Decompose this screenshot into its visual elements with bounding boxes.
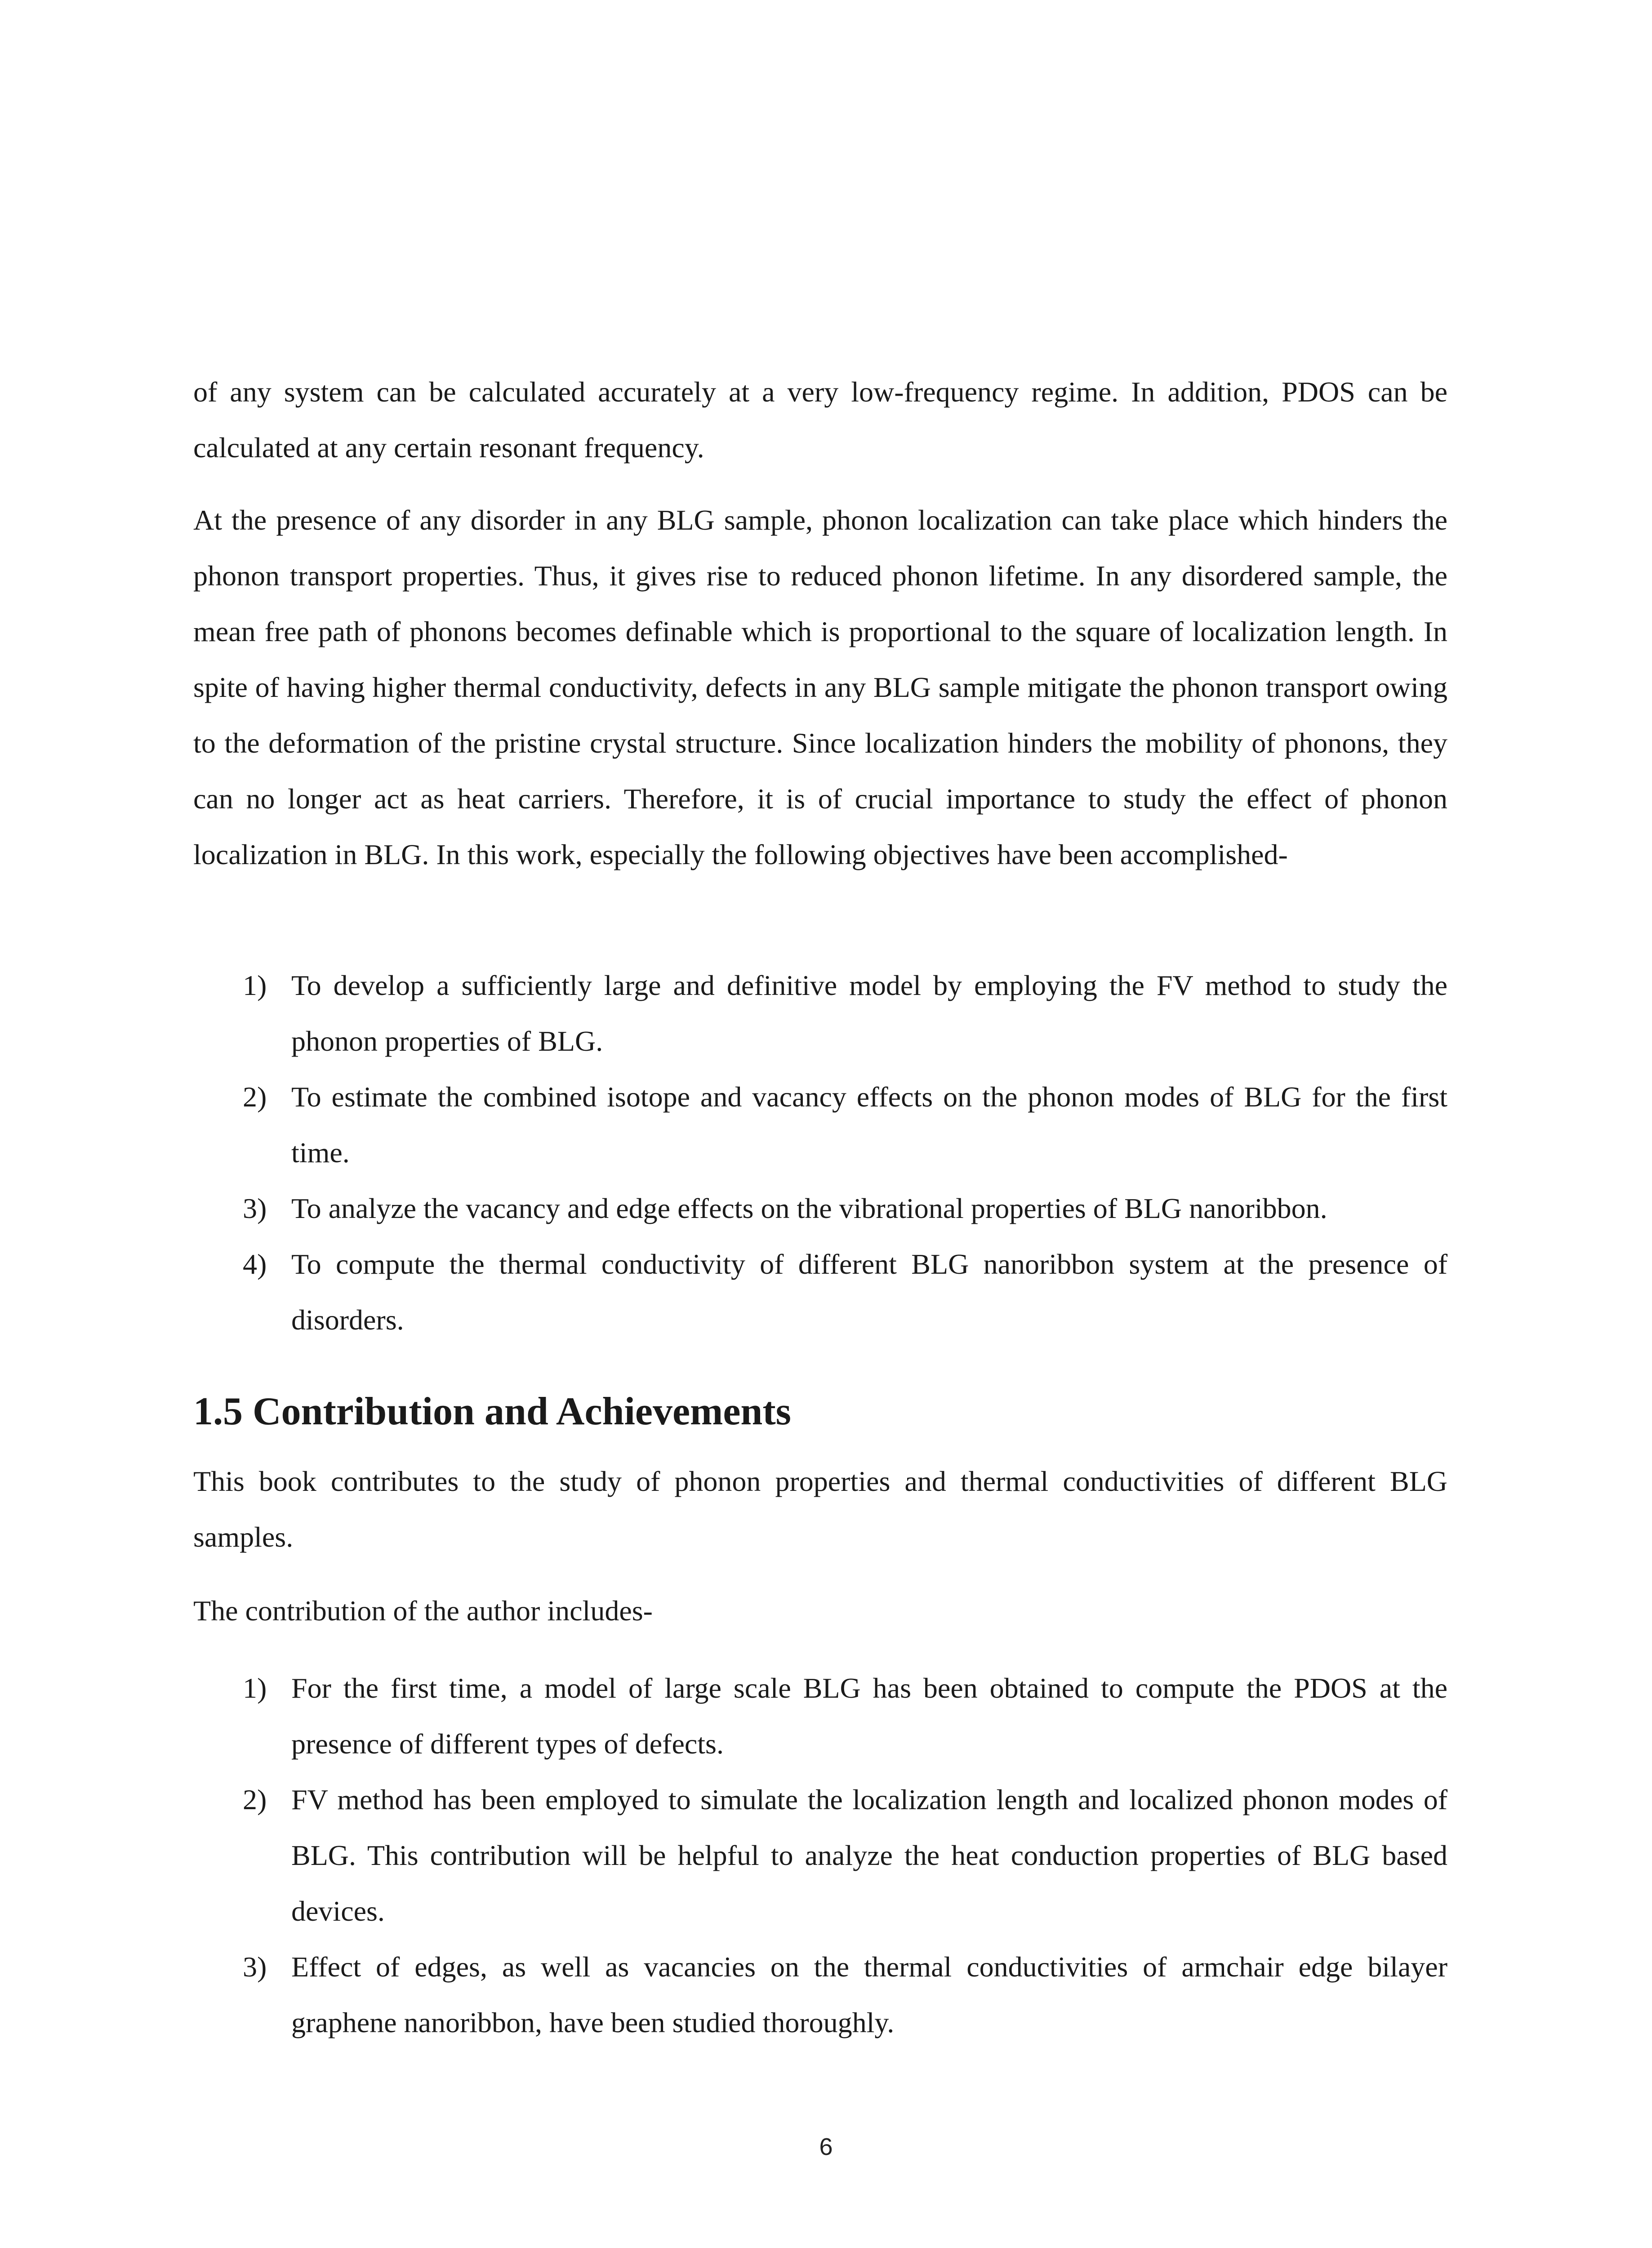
list-item-text: FV method has been employed to simulate the localization length and localized phonon modes of BLG. This contribution will be helpful to analyze the heat conduction properties of BLG based devices. bbox=[291, 1784, 1447, 1927]
list-number: 2) bbox=[243, 1784, 267, 1815]
objective-item bbox=[193, 1181, 1447, 1236]
list-item-text: For the first time, a model of large scale BLG has been obtained to compute the PDOS at the presence of different types of defects. bbox=[291, 1672, 1447, 1760]
objective-item bbox=[193, 1069, 1447, 1181]
objective-item bbox=[193, 958, 1447, 1069]
intro-paragraph: of any system can be calculated accurately at a very low-frequency regime. In addition, PDOS can be calculated at any certain resonant frequency. bbox=[193, 376, 1447, 464]
objective-item bbox=[193, 1236, 1447, 1348]
contribution-item bbox=[193, 1939, 1447, 2051]
list-number: 3) bbox=[243, 1951, 267, 1983]
page-number: 6 bbox=[819, 2133, 833, 2160]
contribution-item bbox=[193, 1660, 1447, 1772]
list-item-text: To estimate the combined isotope and vacancy effects on the phonon modes of BLG for the first time. bbox=[291, 1081, 1447, 1169]
list-item-text: To analyze the vacancy and edge effects on the vibrational properties of BLG nanoribbon. bbox=[291, 1192, 1327, 1224]
objectives-list bbox=[193, 958, 1447, 1348]
list-item-text: To develop a sufficiently large and definitive model by employing the FV method to study the phonon properties of BLG. bbox=[291, 969, 1447, 1057]
section-heading: 1.5 Contribution and Achievements bbox=[193, 1390, 791, 1433]
disorder-paragraph: At the presence of any disorder in any BLG sample, phonon localization can take place which hinders the phonon transport properties. Thus, it gives rise to reduced phonon lifetime. In any disordered sample, the mean free path of phonons becomes definable which is proportional to the square of localization length. In spite of having higher thermal conductivity, defects in any BLG sample mitigate the phonon transport owing to the deformation of the pristine crystal structure. Since localization hinders the mobility of phonons, they can no longer act as heat carriers. Therefore, it is of crucial importance to study the effect of phonon localization in BLG. In this work, especially the following objectives have been accomplished- bbox=[193, 504, 1447, 870]
list-item-text: To compute the thermal conductivity of different BLG nanoribbon system at the presence of disorders. bbox=[291, 1248, 1447, 1336]
contribution-paragraph: This book contributes to the study of phonon properties and thermal conductivities of different BLG samples. bbox=[193, 1465, 1447, 1553]
list-number: 1) bbox=[243, 969, 267, 1001]
contributions-list bbox=[193, 1660, 1447, 2051]
contribution-intro: The contribution of the author includes- bbox=[193, 1595, 653, 1627]
list-number: 2) bbox=[243, 1081, 267, 1113]
list-number: 4) bbox=[243, 1248, 267, 1280]
list-number: 3) bbox=[243, 1192, 267, 1224]
list-number: 1) bbox=[243, 1672, 267, 1704]
contribution-item bbox=[193, 1772, 1447, 1939]
list-item-text: Effect of edges, as well as vacancies on the thermal conductivities of armchair edge bilayer graphene nanoribbon, have been studied thoroughly. bbox=[291, 1951, 1447, 2038]
